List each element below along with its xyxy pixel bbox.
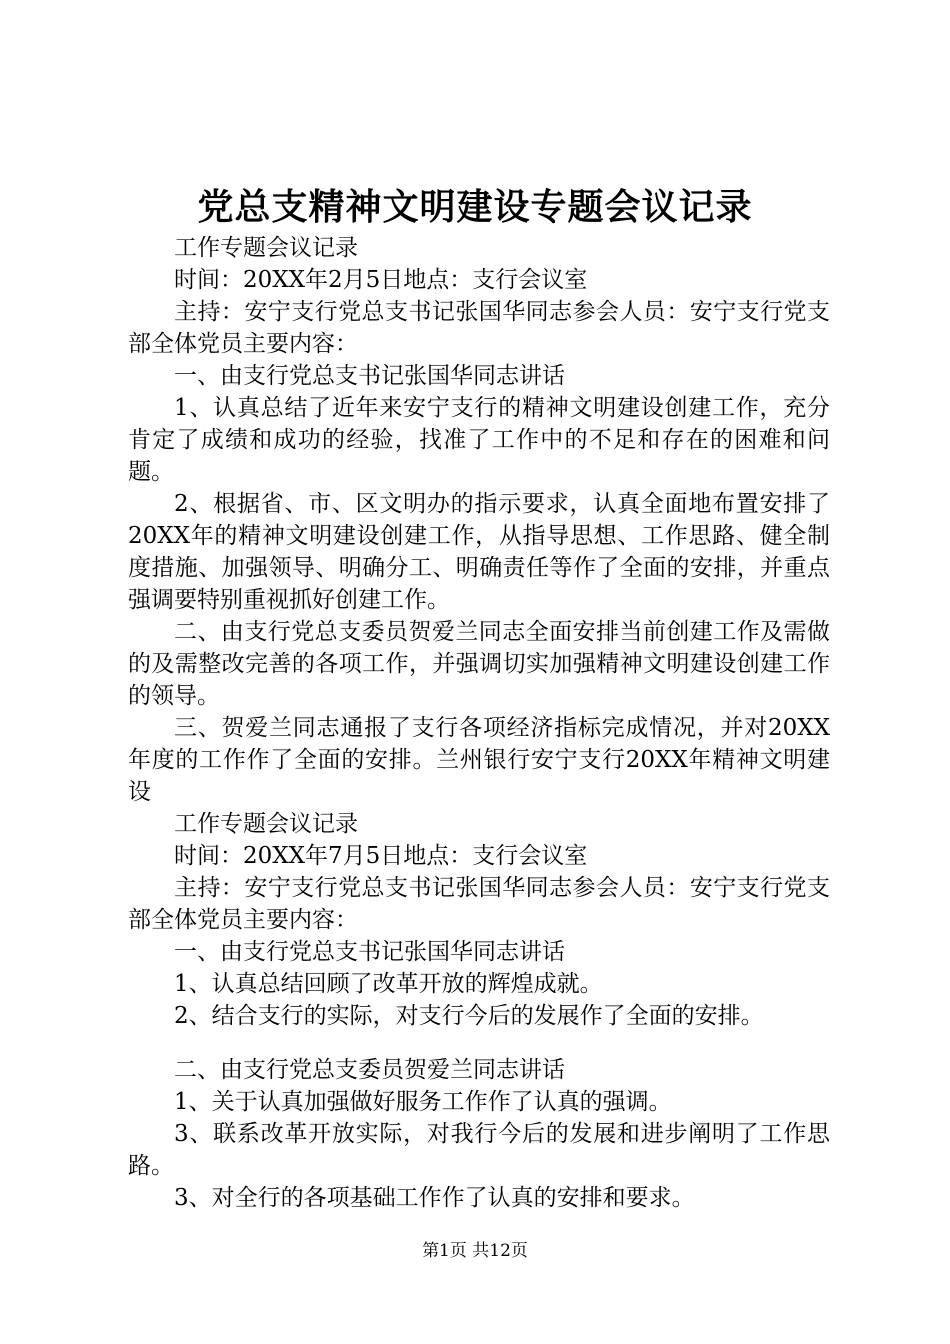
paragraph: 时间：20XX年7月5日地点：支行会议室 [174,843,588,869]
paragraph: 2、根据省、市、区文明办的指示要求，认真全面地布置安排了20XX年的精神文明建设创建工作，从指导思想、工作思路、健全制度措施、加强领导、明确分工、明确责任等作了全面的安排，并重点强调要特别重视抓好创建工作。 [128,491,830,613]
paragraph: 1、认真总结回顾了改革开放的辉煌成就。 [174,971,603,997]
paragraph: 时间：20XX年2月5日地点：支行会议室 [174,267,588,293]
paragraph: 1、认真总结了近年来安宁支行的精神文明建设创建工作，充分肯定了成绩和成功的经验，找准了工作中的不足和存在的困难和问题。 [128,395,830,485]
paragraph: 二、由支行党总支委员贺爱兰同志全面安排当前创建工作及需做的及需整改完善的各项工作，并强调切实加强精神文明建设创建工作的领导。 [128,619,830,709]
page-number-footer: 第1页 共12页 [422,1241,528,1261]
document-title: 党总支精神文明建设专题会议记录 [197,186,753,228]
paragraph: 主持：安宁支行党总支书记张国华同志参会人员：安宁支行党支部全体党员主要内容： [128,875,830,933]
paragraph: 一、由支行党总支书记张国华同志讲话 [174,363,565,389]
paragraph: 2、结合支行的实际，对支行今后的发展作了全面的安排。 [174,1003,764,1029]
paragraph: 主持：安宁支行党总支书记张国华同志参会人员：安宁支行党支部全体党员主要内容： [128,299,830,357]
paragraph: 3、联系改革开放实际，对我行今后的发展和进步阐明了工作思路。 [128,1121,830,1179]
paragraph: 工作专题会议记录 [174,235,358,261]
document-body [128,232,830,1214]
paragraph: 工作专题会议记录 [174,811,358,837]
paragraph: 三、贺爱兰同志通报了支行各项经济指标完成情况，并对20XX年度的工作作了全面的安排。兰州银行安宁支行20XX年精神文明建设 [128,715,830,805]
paragraph: 1、关于认真加强做好服务工作作了认真的强调。 [174,1089,672,1115]
paragraph: 二、由支行党总支委员贺爱兰同志讲话 [174,1057,565,1083]
paragraph: 一、由支行党总支书记张国华同志讲话 [174,939,565,965]
paragraph: 3、对全行的各项基础工作作了认真的安排和要求。 [174,1185,695,1211]
